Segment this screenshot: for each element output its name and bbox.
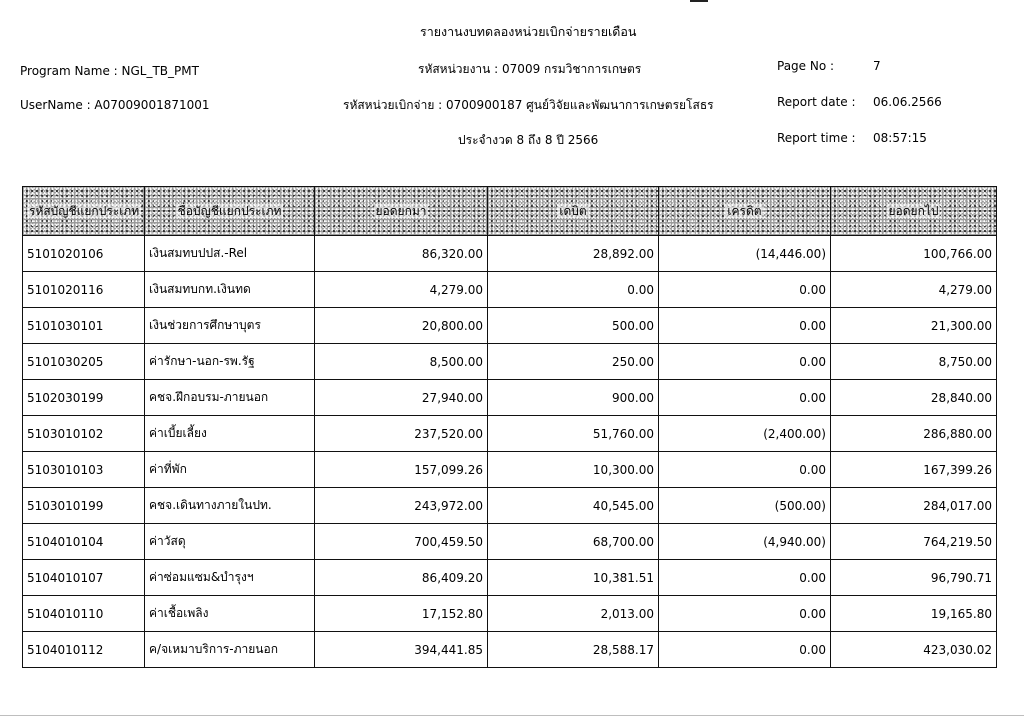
credit-cell: 0.00 [659, 308, 831, 344]
report-time-label: Report time : [777, 131, 856, 145]
account-code-cell: 5104010110 [23, 596, 145, 632]
table-row [23, 632, 997, 668]
page-no-value: 7 [873, 59, 881, 73]
account-code-cell: 5103010103 [23, 452, 145, 488]
credit-cell: (14,446.00) [659, 236, 831, 272]
closing-balance-cell: 423,030.02 [831, 632, 997, 668]
opening-balance-cell: 20,800.00 [315, 308, 488, 344]
user-name: UserName : A07009001871001 [20, 98, 210, 112]
column-header-account-name: ชื่อบัญชีแยกประเภท [145, 187, 315, 236]
opening-balance-cell: 237,520.00 [315, 416, 488, 452]
debit-cell: 28,892.00 [488, 236, 659, 272]
debit-cell: 2,013.00 [488, 596, 659, 632]
agency-code: รหัสหน่วยงาน : 07009 กรมวิชาการเกษตร [418, 62, 642, 76]
account-name-cell: เงินสมทบปปส.-Rel [145, 236, 315, 272]
table-row [23, 416, 997, 452]
opening-balance-cell: 700,459.50 [315, 524, 488, 560]
table-row [23, 380, 997, 416]
credit-cell: 0.00 [659, 632, 831, 668]
credit-cell: (500.00) [659, 488, 831, 524]
scan-artifact [0, 715, 1024, 716]
closing-balance-cell: 4,279.00 [831, 272, 997, 308]
scan-artifact [690, 0, 708, 2]
account-code-cell: 5101030205 [23, 344, 145, 380]
debit-cell: 0.00 [488, 272, 659, 308]
credit-cell: 0.00 [659, 272, 831, 308]
closing-balance-cell: 96,790.71 [831, 560, 997, 596]
closing-balance-cell: 286,880.00 [831, 416, 997, 452]
column-header-account-code: รหัสบัญชีแยกประเภท [23, 187, 145, 236]
opening-balance-cell: 243,972.00 [315, 488, 488, 524]
debit-cell: 250.00 [488, 344, 659, 380]
column-header-opening-balance: ยอดยกมา [315, 187, 488, 236]
debit-cell: 68,700.00 [488, 524, 659, 560]
table-row [23, 488, 997, 524]
account-name-cell: ค่าวัสดุ [145, 524, 315, 560]
column-header-credit: เครดิต [659, 187, 831, 236]
account-code-cell: 5102030199 [23, 380, 145, 416]
opening-balance-cell: 157,099.26 [315, 452, 488, 488]
account-code-cell: 5104010107 [23, 560, 145, 596]
debit-cell: 28,588.17 [488, 632, 659, 668]
account-name-cell: เงินสมทบกท.เงินทด [145, 272, 315, 308]
account-code-cell: 5101020116 [23, 272, 145, 308]
closing-balance-cell: 100,766.00 [831, 236, 997, 272]
opening-balance-cell: 4,279.00 [315, 272, 488, 308]
table-row [23, 236, 997, 272]
opening-balance-cell: 86,409.20 [315, 560, 488, 596]
closing-balance-cell: 19,165.80 [831, 596, 997, 632]
report-title: รายงานงบทดลองหน่วยเบิกจ่ายรายเดือน [420, 24, 637, 39]
account-code-cell: 5103010102 [23, 416, 145, 452]
opening-balance-cell: 394,441.85 [315, 632, 488, 668]
report-period: ประจำงวด 8 ถึง 8 ปี 2566 [458, 133, 599, 147]
table-row [23, 596, 997, 632]
account-code-cell: 5103010199 [23, 488, 145, 524]
account-name-cell: เงินช่วยการศึกษาบุตร [145, 308, 315, 344]
account-code-cell: 5104010112 [23, 632, 145, 668]
account-name-cell: ค่ารักษา-นอก-รพ.รัฐ [145, 344, 315, 380]
account-name-cell: ค่าที่พัก [145, 452, 315, 488]
credit-cell: 0.00 [659, 596, 831, 632]
program-name: Program Name : NGL_TB_PMT [20, 64, 199, 78]
closing-balance-cell: 167,399.26 [831, 452, 997, 488]
account-code-cell: 5101030101 [23, 308, 145, 344]
trial-balance-table [22, 186, 997, 668]
debit-cell: 10,300.00 [488, 452, 659, 488]
opening-balance-cell: 27,940.00 [315, 380, 488, 416]
closing-balance-cell: 21,300.00 [831, 308, 997, 344]
table-row [23, 560, 997, 596]
closing-balance-cell: 764,219.50 [831, 524, 997, 560]
table-row [23, 452, 997, 488]
report-time-value: 08:57:15 [873, 131, 927, 145]
account-name-cell: คชจ.เดินทางภายในปท. [145, 488, 315, 524]
debit-cell: 10,381.51 [488, 560, 659, 596]
report-date-value: 06.06.2566 [873, 95, 942, 109]
debit-cell: 51,760.00 [488, 416, 659, 452]
debit-cell: 500.00 [488, 308, 659, 344]
account-code-cell: 5101020106 [23, 236, 145, 272]
account-name-cell: ค่าเชื้อเพลิง [145, 596, 315, 632]
credit-cell: 0.00 [659, 452, 831, 488]
closing-balance-cell: 28,840.00 [831, 380, 997, 416]
opening-balance-cell: 17,152.80 [315, 596, 488, 632]
credit-cell: 0.00 [659, 380, 831, 416]
debit-cell: 40,545.00 [488, 488, 659, 524]
closing-balance-cell: 8,750.00 [831, 344, 997, 380]
table-row [23, 308, 997, 344]
page-no-label: Page No : [777, 59, 835, 73]
table-row [23, 344, 997, 380]
account-name-cell: ค/จเหมาบริการ-ภายนอก [145, 632, 315, 668]
disbursing-unit: รหัสหน่วยเบิกจ่าย : 0700900187 ศูนย์วิจัยและพัฒนาการเกษตรยโสธร [343, 98, 714, 112]
account-name-cell: ค่าซ่อมแซม&บำรุงฯ [145, 560, 315, 596]
debit-cell: 900.00 [488, 380, 659, 416]
credit-cell: (4,940.00) [659, 524, 831, 560]
report-date-label: Report date : [777, 95, 856, 109]
credit-cell: 0.00 [659, 560, 831, 596]
closing-balance-cell: 284,017.00 [831, 488, 997, 524]
credit-cell: (2,400.00) [659, 416, 831, 452]
table-row [23, 524, 997, 560]
column-header-closing-balance: ยอดยกไป [831, 187, 997, 236]
column-header-debit: เดบิต [488, 187, 659, 236]
account-code-cell: 5104010104 [23, 524, 145, 560]
table-row [23, 272, 997, 308]
account-name-cell: คชจ.ฝึกอบรม-ภายนอก [145, 380, 315, 416]
opening-balance-cell: 86,320.00 [315, 236, 488, 272]
table-header-row [23, 187, 997, 236]
account-name-cell: ค่าเบี้ยเลี้ยง [145, 416, 315, 452]
opening-balance-cell: 8,500.00 [315, 344, 488, 380]
credit-cell: 0.00 [659, 344, 831, 380]
